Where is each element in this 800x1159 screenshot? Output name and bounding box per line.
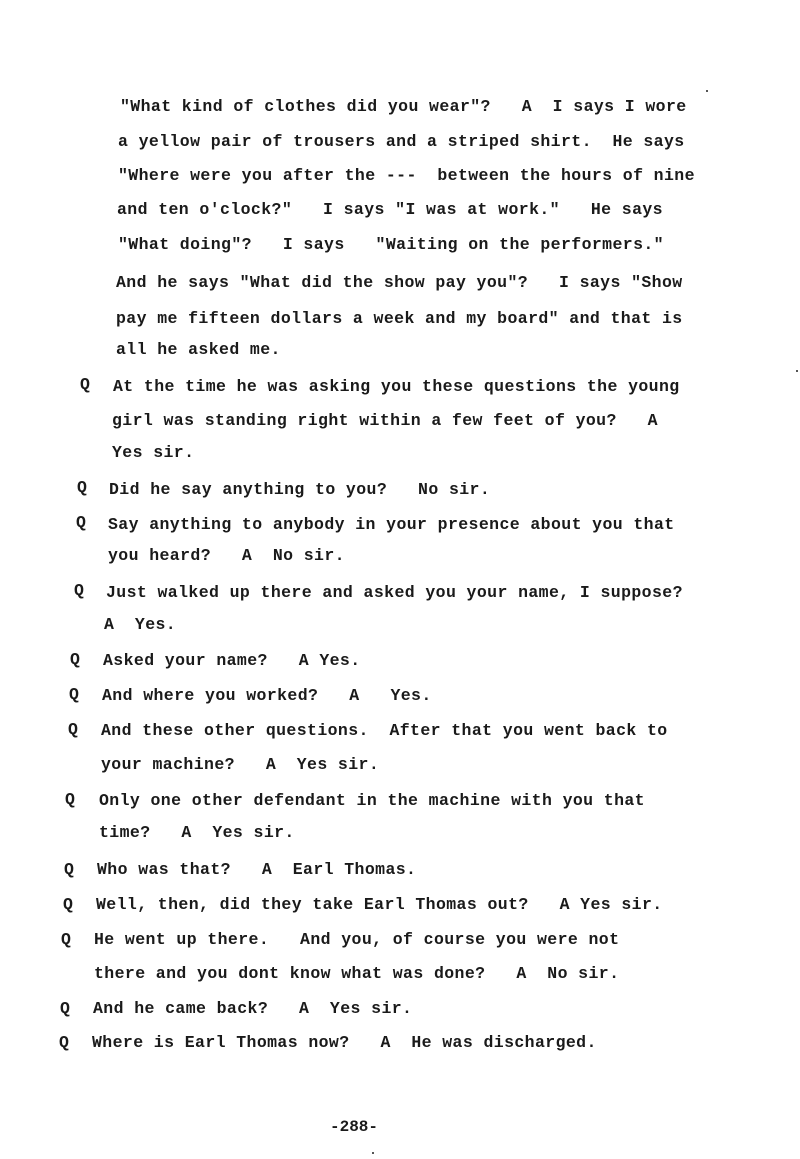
question-marker: Q (74, 581, 84, 600)
question-text: Well, then, did they take Earl Thomas out? A Yes sir. (96, 895, 663, 914)
question-text: Only one other defendant in the machine with you that (99, 791, 645, 810)
question-text: Just walked up there and asked you your name, I suppose? (106, 583, 683, 602)
page-number: -288- (330, 1118, 379, 1136)
text-line: and ten o'clock?" I says "I was at work." He says (117, 200, 663, 219)
question-text: And where you worked? A Yes. (102, 686, 432, 705)
text-line: all he asked me. (116, 340, 281, 359)
question-marker: Q (68, 720, 78, 739)
question-text: And he came back? A Yes sir. (93, 999, 413, 1018)
scan-speck (372, 1152, 374, 1154)
question-marker: Q (80, 375, 90, 394)
question-marker: Q (69, 685, 79, 704)
answer-text: time? A Yes sir. (99, 823, 295, 842)
question-marker: Q (64, 860, 74, 879)
question-marker: Q (59, 1033, 69, 1052)
scan-speck (706, 90, 708, 92)
question-marker: Q (70, 650, 80, 669)
text-line: "What doing"? I says "Waiting on the performers." (118, 235, 664, 254)
question-text: And these other questions. After that you went back to (101, 721, 668, 740)
scan-speck (796, 370, 798, 372)
question-marker: Q (61, 930, 71, 949)
question-marker: Q (76, 513, 86, 532)
text-line: "Where were you after the --- between the hours of nine (118, 166, 695, 185)
question-marker: Q (77, 478, 87, 497)
question-text: girl was standing right within a few feet of you? A (112, 411, 658, 430)
question-text: Say anything to anybody in your presence about you that (108, 515, 675, 534)
question-text: He went up there. And you, of course you were not (94, 930, 620, 949)
question-marker: Q (63, 895, 73, 914)
question-text: Did he say anything to you? No sir. (109, 480, 491, 499)
answer-text: Yes sir. (112, 443, 195, 462)
question-marker: Q (60, 999, 70, 1018)
text-line: "What kind of clothes did you wear"? A I says I wore (120, 97, 687, 116)
question-text: At the time he was asking you these questions the young (113, 377, 680, 396)
text-line: And he says "What did the show pay you"? I says "Show (116, 273, 683, 292)
answer-text: you heard? A No sir. (108, 546, 345, 565)
answer-text: there and you dont know what was done? A No sir. (94, 964, 620, 983)
answer-text: A Yes. (104, 615, 177, 634)
question-text: Who was that? A Earl Thomas. (97, 860, 417, 879)
question-marker: Q (65, 790, 75, 809)
question-text: Where is Earl Thomas now? A He was discharged. (92, 1033, 597, 1052)
text-line: a yellow pair of trousers and a striped shirt. He says (118, 132, 685, 151)
answer-text: your machine? A Yes sir. (101, 755, 380, 774)
text-line: pay me fifteen dollars a week and my board" and that is (116, 309, 683, 328)
question-text: Asked your name? A Yes. (103, 651, 361, 670)
